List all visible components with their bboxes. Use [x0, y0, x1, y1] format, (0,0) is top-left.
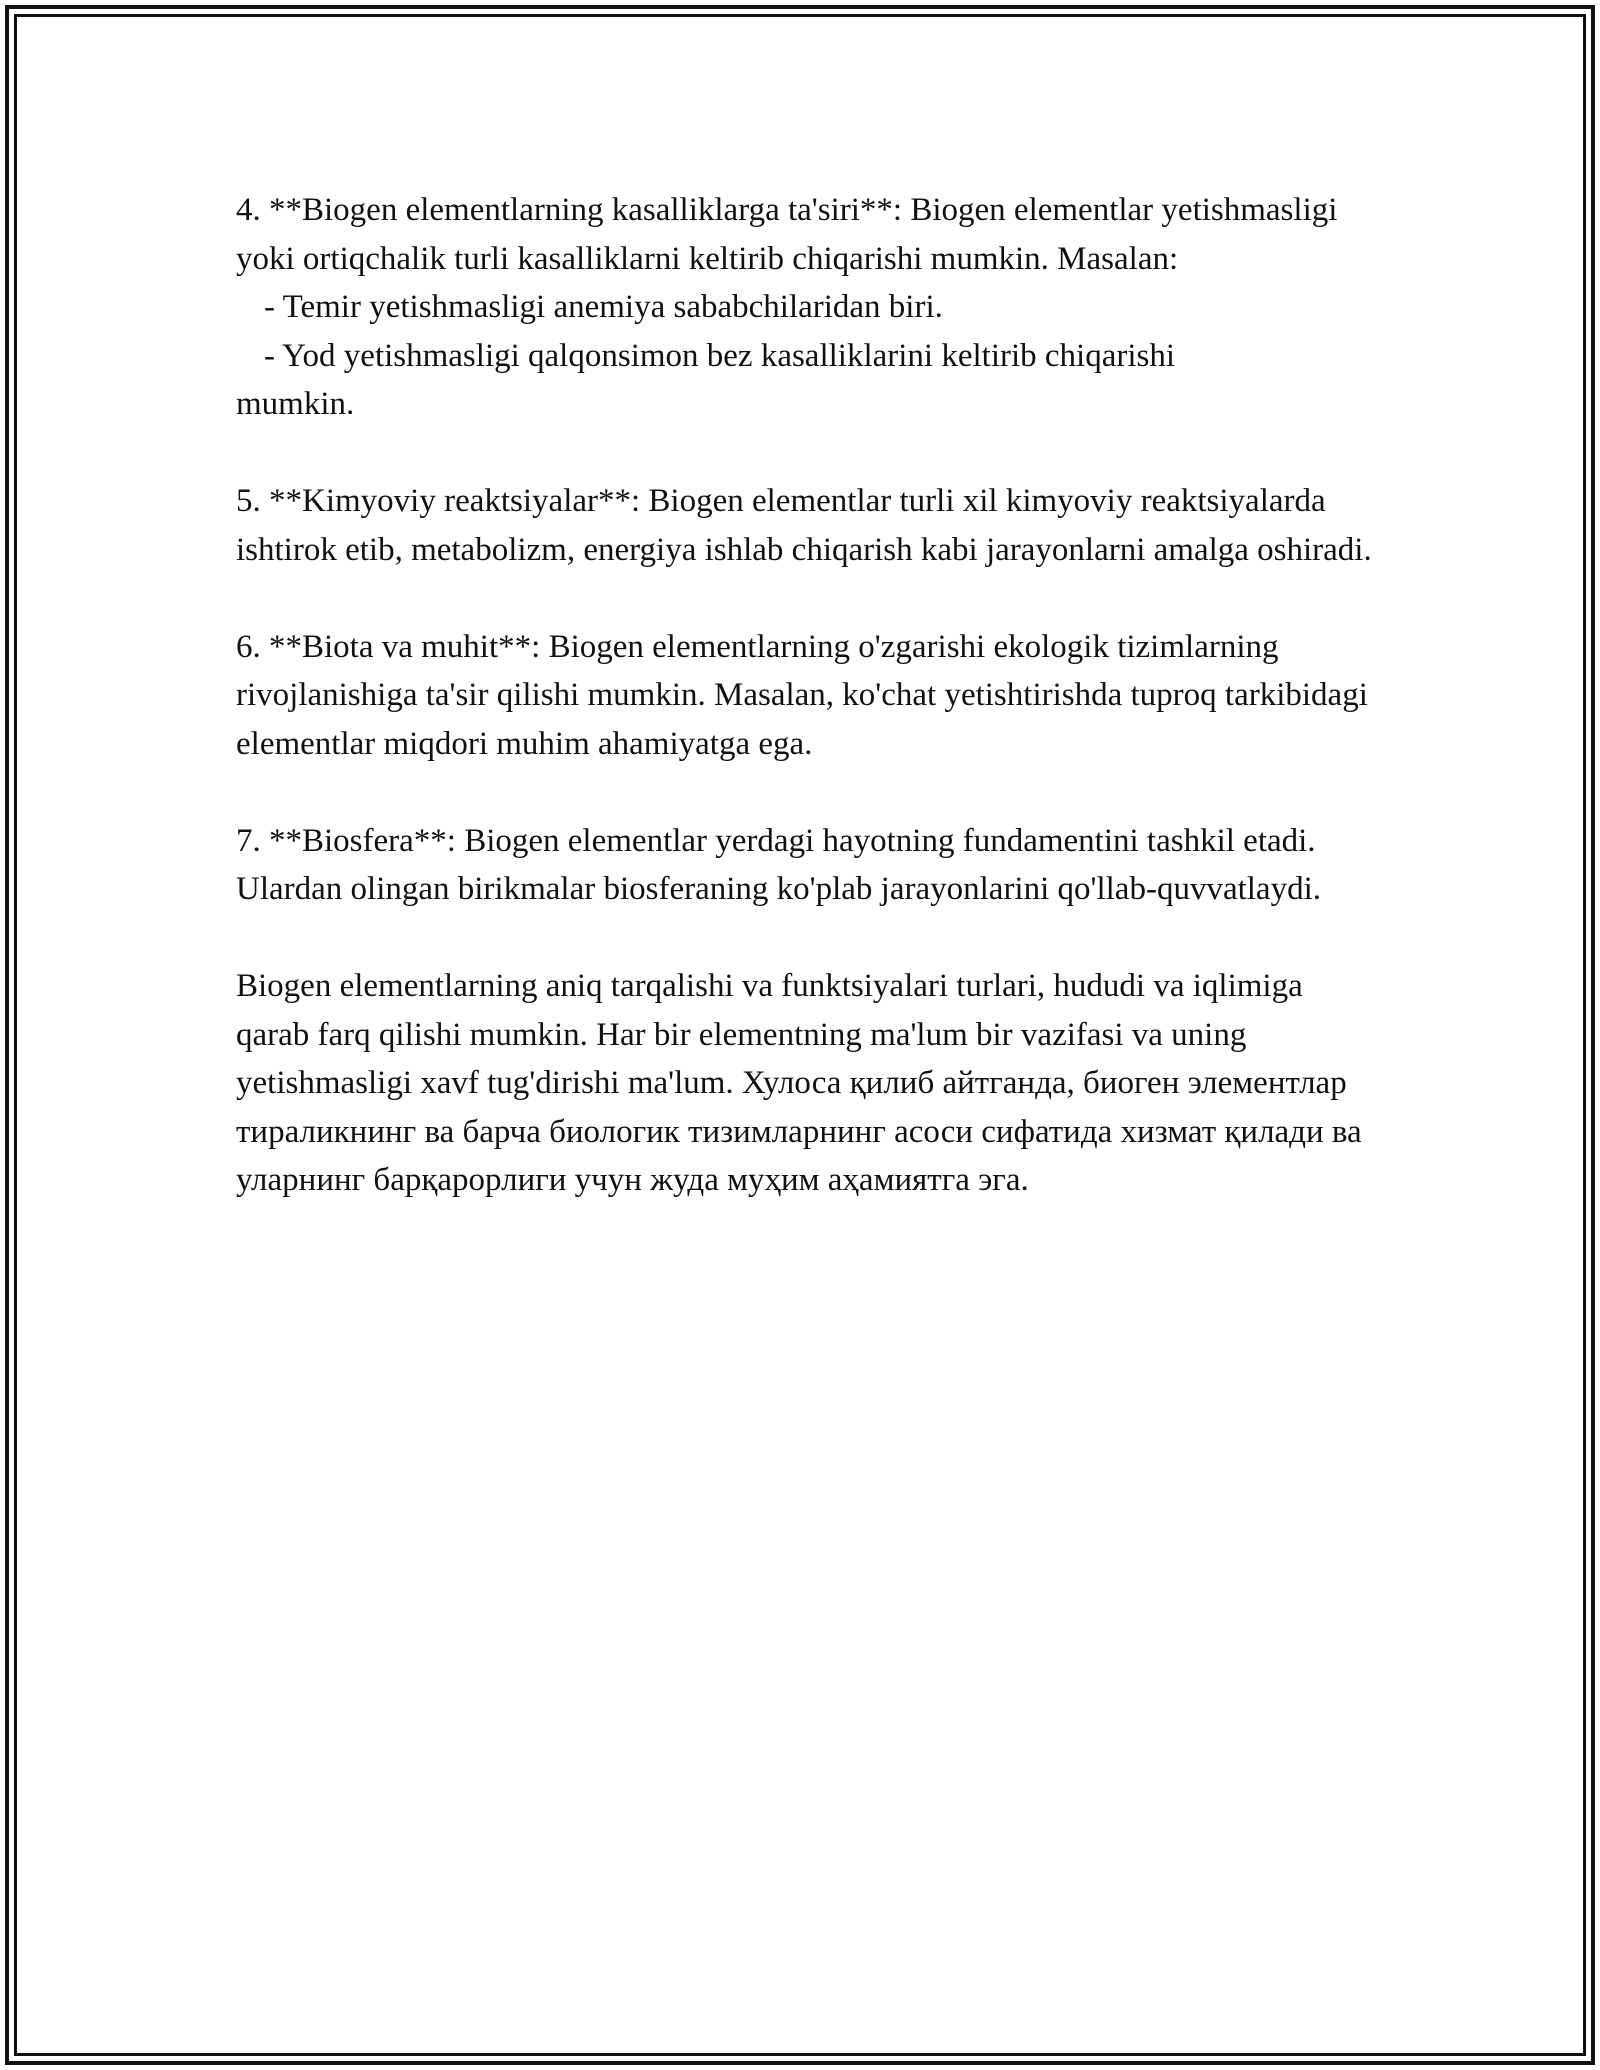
document-body: [236, 186, 1376, 1205]
item-4-bullet-iodine: - Yod yetishmasligi qalqonsimon bez kasalliklarini keltirib chiqarishi: [264, 337, 1176, 374]
item-4-bullet-iron: - Temir yetishmasligi anemiya sababchilaridan biri.: [264, 289, 943, 325]
paragraph-item-4: [236, 186, 1376, 429]
paragraph-item-6: 6. **Biota va muhit**: Biogen elementlarning o'zgarishi ekologik tizimlarning rivojlanishiga ta'sir qilishi mumkin. Masalan, ko'chat yetishtirishda tuproq tarkibidagi elementlar miqdori muhim ahamiyatga ega.: [236, 628, 1368, 762]
item-4-intro: 4. **Biogen elementlarning kasalliklarga ta'siri**: Biogen elementlar yetishmasligi yoki ortiqchalik turli kasalliklarni keltirib chiqarishi mumkin. Masalan:: [236, 192, 1338, 277]
item-4-bullet-iodine-continuation: mumkin.: [236, 386, 355, 422]
paragraph-item-5: 5. **Kimyoviy reaktsiyalar**: Biogen elementlar turli xil kimyoviy reaktsiyalarda ishtirok etib, metabolizm, energiya ishlab chiqarish kabi jarayonlarni amalga oshiradi.: [236, 483, 1372, 568]
paragraph-item-7: 7. **Biosfera**: Biogen elementlar yerdagi hayotning fundamentini tashkil etadi. Ulardan olingan birikmalar biosferaning ko'plab jarayonlarini qo'llab-quvvatlaydi.: [236, 822, 1321, 907]
paragraph-conclusion: Biogen elementlarning aniq tarqalishi va funktsiyalari turlari, hududi va iqlimiga qarab farq qilishi mumkin. Har bir elementning ma'lum bir vazifasi va uning yetishmasligi xavf tug'dirishi ma'lum. Хулоса қилиб айтганда, биоген элементлар тираликнинг ва барча биологик тизимларнинг асоси сифатида хизмат қилади ва уларнинг барқарорлиги учун жуда муҳим аҳамиятга эга.: [236, 968, 1362, 1198]
